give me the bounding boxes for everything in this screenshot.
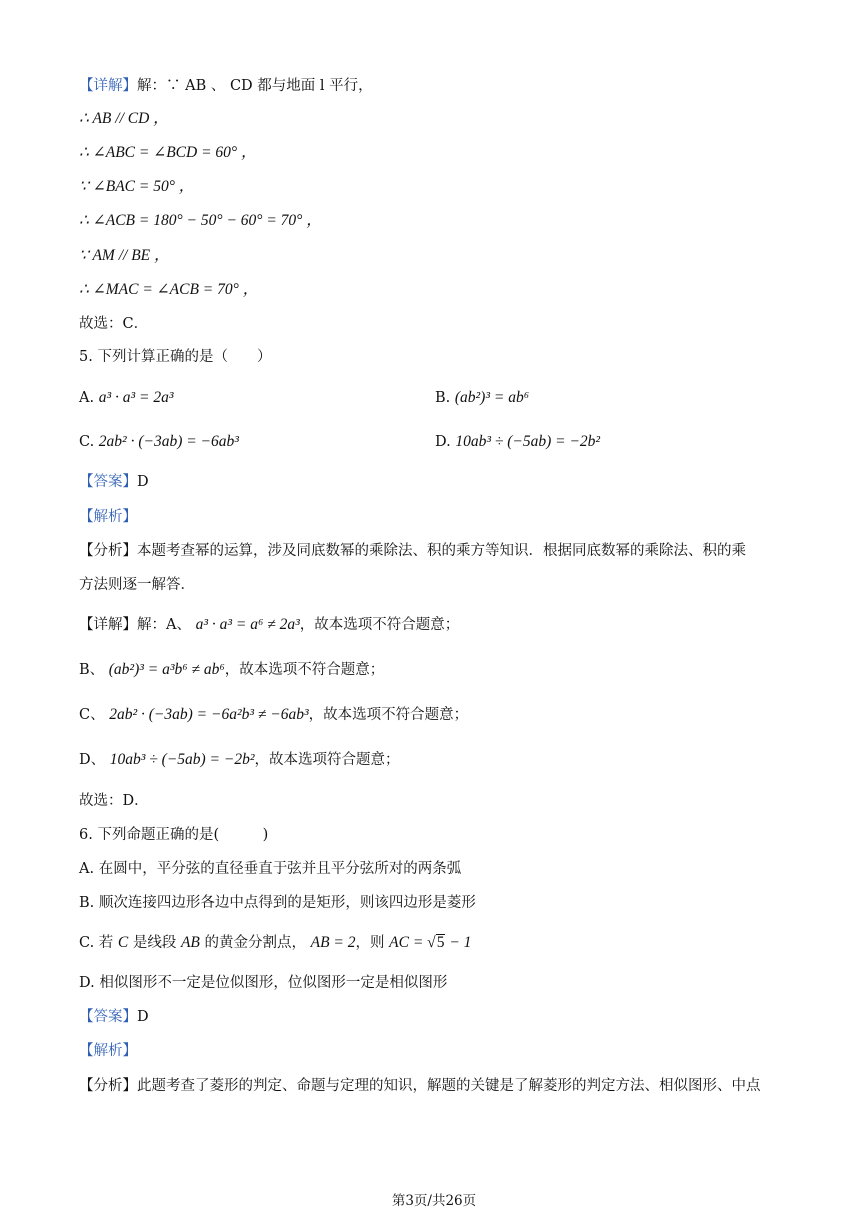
q6-option-c-mid2: 的黄金分割点， — [204, 935, 307, 951]
q5-option-a-expr: a³ · a³ = 2a³ — [98, 389, 174, 406]
q6-option-c-eq2: AC = √5 − 1 — [389, 934, 472, 951]
q6-option-c-tail: − 1 — [445, 934, 472, 951]
q6-option-c-eq2-lhs: AC = — [389, 934, 428, 951]
fenxi-tag: 【分析】 — [79, 543, 137, 559]
q5-fenxi-text-1: 本题考查幂的运算，涉及同底数幂的乘除法、积的乘方等知识．根据同底数幂的乘除法、积的乘 — [137, 543, 746, 559]
solution-line-2: ∴ AB // CD ， — [79, 110, 169, 127]
q5-fenxi-line-1 — [79, 541, 746, 561]
q5-option-c-label: C. — [79, 434, 95, 450]
q6-option-b: B. 顺次连接四边形各边中点得到的是矩形，则该四边形是菱形 — [79, 895, 476, 911]
q6-fenxi-text: 此题考查了菱形的判定、命题与定理的知识，解题的关键是了解菱形的判定方法、相似图形、中点 — [137, 1078, 761, 1094]
q5-detail-b — [79, 660, 384, 680]
q6-analysis-tag: 【解析】 — [79, 1043, 137, 1059]
q5-option-a-label: A. — [79, 390, 95, 406]
choose-line-q4: 故选：C． — [79, 316, 149, 332]
solution-line-7: ∴ ∠MAC = ∠ACB = 70° ， — [79, 281, 259, 298]
q6-fenxi — [79, 1076, 761, 1096]
q6-option-c-eq1: AB = 2 — [310, 934, 356, 951]
answer-tag-2: 【答案】 — [79, 1009, 137, 1025]
q5-option-b-label: B. — [435, 390, 451, 406]
q5-detail-d-prefix: D、 — [79, 752, 106, 768]
solution-line-5: ∴ ∠ACB = 180° − 50° − 60° = 70° ， — [79, 212, 322, 229]
fenxi-tag-2: 【分析】 — [79, 1078, 137, 1094]
detail-tag-2: 【详解】 — [79, 617, 137, 633]
q6-option-c — [79, 933, 471, 953]
q6-option-a: A. 在圆中，平分弦的直径垂直于弦并且平分弦所对的两条弧 — [79, 861, 462, 877]
q5-fenxi-line-2: 方法则逐一解答． — [79, 577, 195, 593]
q5-detail-c-suffix: ，故本选项不符合题意； — [308, 707, 469, 723]
q5-detail-a-suffix: ，故本选项不符合题意； — [299, 617, 460, 633]
q5-detail-b-prefix: B、 — [79, 662, 105, 678]
q5-option-a — [79, 388, 173, 408]
solution-line-6: ∵ AM // BE ， — [79, 247, 170, 264]
q5-option-d-label: D. — [435, 434, 451, 450]
q6-answer — [79, 1007, 149, 1027]
answer-tag: 【答案】 — [79, 474, 137, 490]
q5-detail-b-expr: (ab²)³ = a³b⁶ ≠ ab⁶ — [108, 661, 225, 678]
q5-detail-c-prefix: C、 — [79, 707, 105, 723]
q5-detail-a — [79, 615, 459, 635]
sqrt-radicand: 5 — [436, 934, 445, 951]
q5-detail-d-expr: 10ab³ ÷ (−5ab) = −2b² — [109, 751, 255, 768]
q6-option-c-mid3: ，则 — [355, 935, 385, 951]
q5-answer-value: D — [137, 474, 149, 490]
q5-detail-b-suffix: ，故本选项不符合题意； — [224, 662, 385, 678]
solution-line-4: ∵ ∠BAC = 50° ， — [79, 178, 195, 195]
detail-tag: 【详解】 — [79, 78, 137, 94]
solution-line-1 — [79, 76, 373, 96]
q5-detail-a-prefix: 解：A、 — [137, 617, 191, 633]
page-footer: 第3页/共26页 — [391, 1193, 477, 1209]
q5-stem: 5. 下列计算正确的是（ ） — [79, 349, 272, 365]
q5-option-c — [79, 432, 239, 452]
q5-option-b — [435, 388, 529, 408]
q5-answer — [79, 472, 149, 492]
q5-analysis-tag: 【解析】 — [79, 509, 137, 525]
q5-option-c-expr: 2ab² · (−3ab) = −6ab³ — [98, 433, 239, 450]
q6-stem: 6. 下列命题正确的是( ) — [79, 827, 269, 843]
q6-answer-value: D — [137, 1009, 149, 1025]
q6-option-c-var: C — [117, 934, 129, 951]
solution-text-1: 解：∵ AB 、 CD 都与地面 l 平行， — [137, 78, 373, 94]
q5-detail-c-expr: 2ab² · (−3ab) = −6a²b³ ≠ −6ab³ — [109, 706, 309, 723]
q5-detail-a-expr: a³ · a³ = a⁶ ≠ 2a³ — [195, 616, 300, 633]
q5-detail-d-suffix: ，故本选项符合题意； — [254, 752, 400, 768]
q5-detail-d — [79, 750, 400, 770]
q5-option-b-expr: (ab²)³ = ab⁶ — [454, 389, 530, 406]
q5-option-d-expr: 10ab³ ÷ (−5ab) = −2b² — [455, 433, 601, 450]
solution-line-3: ∴ ∠ABC = ∠BCD = 60° ， — [79, 144, 257, 161]
q5-option-d — [435, 432, 600, 452]
q6-option-c-seg: AB — [180, 934, 200, 951]
q6-option-d: D. 相似图形不一定是位似图形，位似图形一定是相似图形 — [79, 975, 448, 991]
q6-option-c-prefix: C. 若 — [79, 935, 114, 951]
q5-detail-c — [79, 705, 468, 725]
choose-line-q5: 故选：D． — [79, 793, 149, 809]
q6-option-c-mid: 是线段 — [132, 935, 177, 951]
